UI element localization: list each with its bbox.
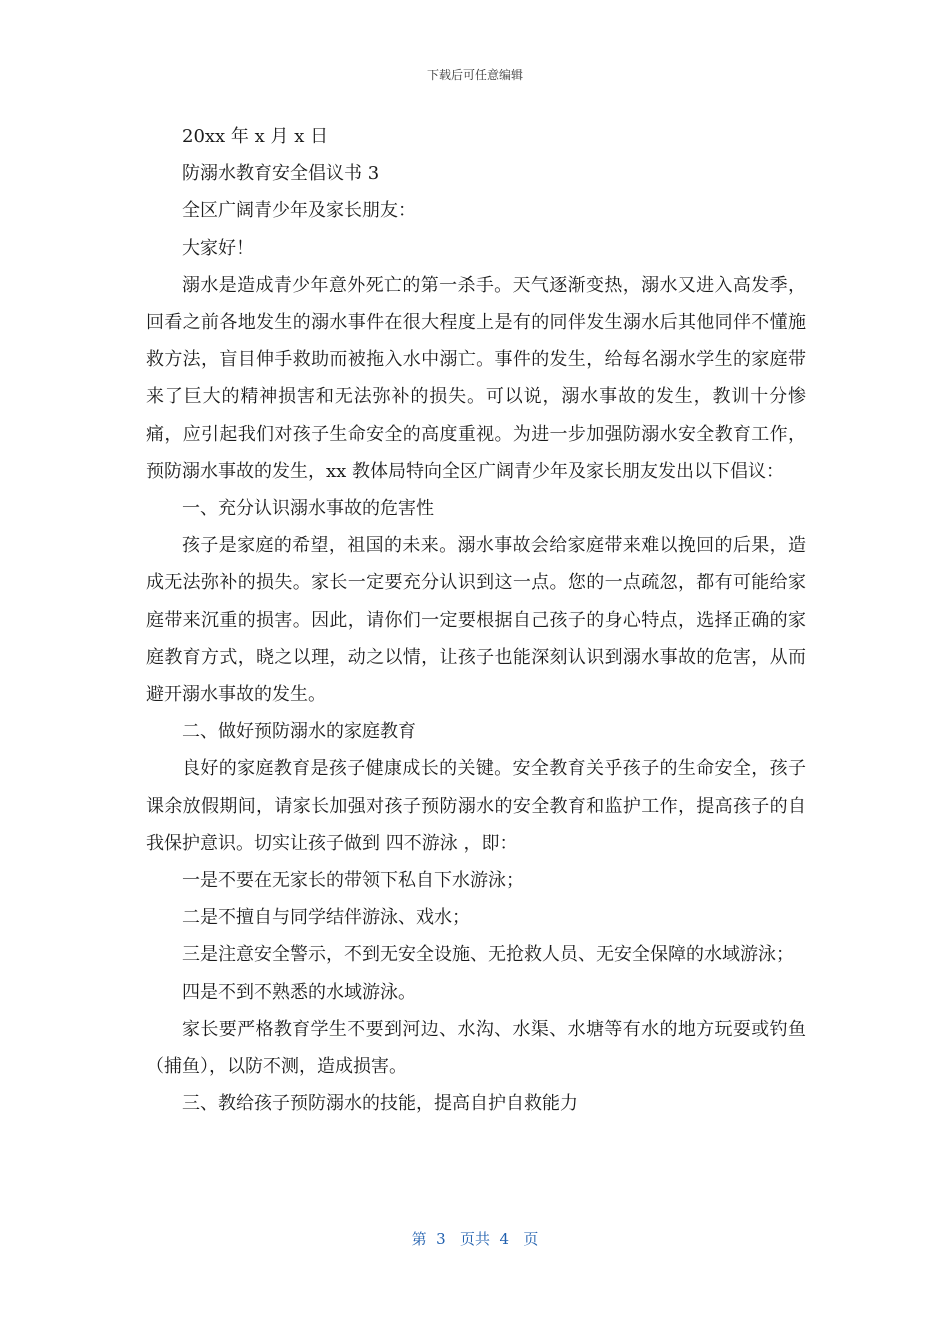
paragraph: 孩子是家庭的希望，祖国的未来。溺水事故会给家庭带来难以挽回的后果，造成无法弥补的损失。家长一定要充分认识到这一点。您的一点疏忽，都有可能给家庭带来沉重的损害。因此，请你们一定要根据自己孩子的身心特点，选择正确的家庭教育方式，晓之以理，动之以情，让孩子也能深刻认识到溺水事故的危害，从而避开溺水事故的发生。	[146, 535, 806, 706]
section-heading: 三、教给孩子预防溺水的技能，提高自护自救能力	[182, 1093, 578, 1115]
list-item: 三是注意安全警示，不到无安全设施、无抢救人员、无安全保障的水域游泳；	[182, 944, 794, 966]
paragraph: 家长要严格教育学生不要到河边、水沟、水渠、水塘等有水的地方玩耍或钓鱼（捕鱼），以防不测，造成损害。	[146, 1018, 806, 1078]
date-line: 20xx 年 x 月 x 日	[182, 126, 329, 147]
list-item: 一是不要在无家长的带领下私自下水游泳；	[182, 870, 524, 892]
document-title: 防溺水教育安全倡议书 3	[182, 163, 380, 185]
page-number: 第 3 页共 4 页	[411, 1230, 539, 1248]
greeting: 大家好！	[182, 237, 254, 259]
list-item: 四是不到不熟悉的水域游泳。	[182, 981, 416, 1003]
section-heading: 二、做好预防溺水的家庭教育	[182, 721, 416, 743]
document-body	[146, 118, 806, 1122]
salutation: 全区广阔青少年及家长朋友：	[182, 200, 416, 222]
section-heading: 一、充分认识溺水事故的危害性	[182, 498, 434, 520]
list-item: 二是不擅自与同学结伴游泳、戏水；	[182, 907, 470, 929]
paragraph: 良好的家庭教育是孩子健康成长的关键。安全教育关乎孩子的生命安全，孩子课余放假期间，请家长加强对孩子预防溺水的安全教育和监护工作，提高孩子的自我保护意识。切实让孩子做到 四不游泳 ，即：	[146, 758, 806, 854]
paragraph: 溺水是造成青少年意外死亡的第一杀手。天气逐渐变热，溺水又进入高发季，回看之前各地发生的溺水事件在很大程度上是有的同伴发生溺水后其他同伴不懂施救方法，盲目伸手救助而被拖入水中溺亡。事件的发生，给每名溺水学生的家庭带来了巨大的精神损害和无法弥补的损失。可以说，溺水事故的发生，教训十分惨痛，应引起我们对孩子生命安全的高度重视。为进一步加强防溺水安全教育工作，预防溺水事故的发生，xx 教体局特向全区广阔青少年及家长朋友发出以下倡议：	[146, 274, 806, 482]
page-footer	[0, 1228, 950, 1249]
page-header: 下载后可任意编辑	[426, 68, 523, 82]
